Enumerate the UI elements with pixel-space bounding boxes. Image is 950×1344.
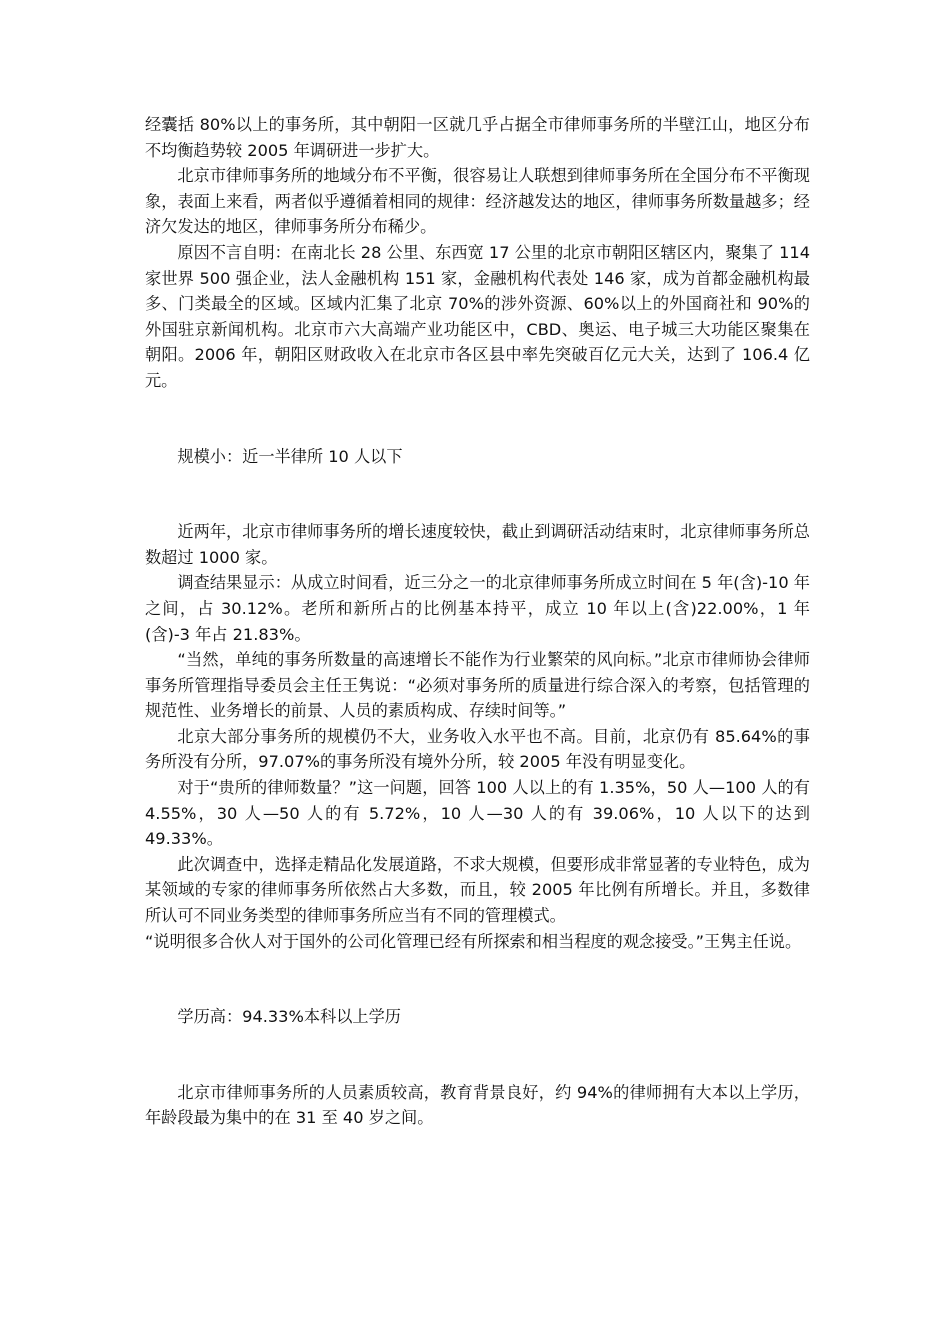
- spacer: [145, 1030, 810, 1080]
- paragraph: 北京市律师事务所的地域分布不平衡，很容易让人联想到律师事务所在全国分布不平衡现象，表面上来看，两者似乎遵循着相同的规律：经济越发达的地区，律师事务所数量越多；经济欠发达的地区，律师事务所分布稀少。: [145, 166, 810, 237]
- paragraph: 近两年，北京市律师事务所的增长速度较快，截止到调研活动结束时，北京律师事务所总数超过 1000 家。: [145, 522, 810, 567]
- paragraph: 调查结果显示：从成立时间看，近三分之一的北京律师事务所成立时间在 5 年(含)-10 年之间，占 30.12%。老所和新所占的比例基本持平，成立 10 年以上(含)22.00%，1 年(含)-3 年占 21.83%。: [145, 573, 810, 644]
- paragraph: 此次调查中，选择走精品化发展道路，不求大规模，但要形成非常显著的专业特色，成为某领域的专家的律师事务所依然占大多数，而且，较 2005 年比例有所增长。并且，多数律所认可不同业务类型的律师事务所应当有不同的管理模式。: [145, 854, 810, 926]
- paragraph: 北京市律师事务所的人员素质较高，教育背景良好，约 94%的律师拥有大本以上学历，年龄段最为集中的在 31 至 40 岁之间。: [145, 1082, 810, 1128]
- paragraph: 经囊括 80%以上的事务所，其中朝阳一区就几乎占据全市律师事务所的半壁江山，地区分布不均衡趋势较 2005 年调研进一步扩大。: [145, 115, 810, 160]
- paragraph: “当然，单纯的事务所数量的高速增长不能作为行业繁荣的风向标。”北京市律师协会律师事务所管理指导委员会主任王隽说：“必须对事务所的质量进行综合深入的考察，包括管理的规范性、业务增长的前景、人员的素质构成、存续时间等。”: [145, 650, 810, 721]
- paragraph: 对于“贵所的律师数量？”这一问题，回答 100 人以上的有 1.35%，50 人—100 人的有 4.55%，30 人—50 人的有 5.72%，10 人—30 人的有 39.06%，10 人以下的达到 49.33%。: [145, 778, 810, 849]
- paragraph: 北京大部分事务所的规模仍不大，业务收入水平也不高。目前，北京仍有 85.64%的事务所没有分所，97.07%的事务所没有境外分所，较 2005 年没有明显变化。: [145, 726, 810, 772]
- paragraph: “说明很多合伙人对于国外的公司化管理已经有所探索和相当程度的观念接受。”王隽主任说。: [145, 931, 802, 951]
- spacer: [145, 954, 810, 1004]
- document-body: [145, 112, 810, 1131]
- spacer: [145, 469, 810, 519]
- paragraph: 原因不言自明：在南北长 28 公里、东西宽 17 公里的北京市朝阳区辖区内，聚集了 114 家世界 500 强企业，法人金融机构 151 家，金融机构代表处 146 家，成为首都金融机构最多、门类最全的区域。区域内汇集了北京 70%的涉外资源、60%以上的外国商社和 90%的外国驻京新闻机构。北京市六大高端产业功能区中，CBD、奥运、电子城三大功能区聚集在朝阳。2006 年，朝阳区财政收入在北京市各区县中率先突破百亿元大关，达到了 106.4 亿元。: [145, 242, 810, 390]
- section-heading: 规模小：近一半律所 10 人以下: [177, 446, 403, 466]
- section-heading: 学历高：94.33%本科以上学历: [177, 1007, 401, 1027]
- spacer: [145, 394, 810, 444]
